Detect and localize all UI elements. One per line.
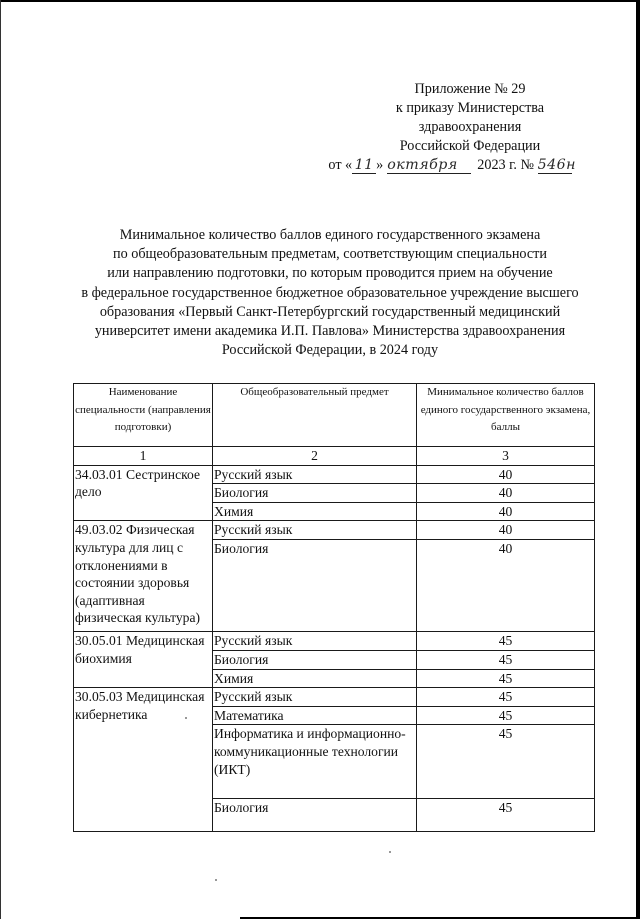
score-cell: 45 [417, 706, 595, 725]
subject-cell: Русский язык [213, 465, 417, 484]
specialty-cell: 30.05.01 Медицинская биохимия [74, 632, 213, 688]
table-row [74, 688, 595, 707]
score-cell: 40 [417, 484, 595, 503]
table-row [74, 465, 595, 484]
specialty-cell: 30.05.03 Медицинская кибернетика [74, 688, 213, 832]
title-line: Российской Федерации, в 2024 году [221, 342, 439, 359]
table-row [74, 632, 595, 651]
column-number: 1 [74, 447, 213, 466]
score-cell: 45 [417, 650, 595, 669]
score-cell: 40 [417, 465, 595, 484]
subject-cell: Химия [213, 669, 417, 688]
subject-cell: Русский язык [213, 521, 417, 540]
annex-header [330, 80, 610, 175]
header-subject: Общеобразовательный предмет [213, 384, 417, 447]
score-cell: 45 [417, 632, 595, 651]
title-line: в федеральное государственное бюджетное образовательное учреждение высшего [81, 284, 579, 301]
date-prefix: от « [328, 157, 353, 173]
scan-edge-left [0, 0, 1, 919]
column-numbers-row [74, 447, 595, 466]
subject-cell: Химия [213, 502, 417, 521]
table-row [74, 521, 595, 540]
score-cell: 45 [417, 688, 595, 707]
table-header-row [74, 384, 595, 447]
scan-speck [185, 717, 187, 719]
subject-cell: Биология [213, 799, 417, 832]
header-min-score: Минимальное количество баллов единого государственного экзамена, баллы [417, 384, 595, 447]
annex-order-ref: к приказу Министерства [395, 100, 545, 116]
handwritten-day: 11 [352, 157, 376, 174]
column-number: 3 [417, 447, 595, 466]
annex-number: Приложение № 29 [414, 81, 526, 97]
title-line: по общеобразовательным предметам, соответствующим специальности [113, 246, 547, 263]
document-title [60, 226, 600, 360]
score-cell: 40 [417, 540, 595, 632]
title-line: образования «Первый Санкт-Петербургский государственный медицинский [99, 303, 561, 320]
score-cell: 40 [417, 502, 595, 521]
score-cell: 45 [417, 799, 595, 832]
score-cell: 40 [417, 521, 595, 540]
order-date-line [310, 156, 590, 175]
scan-speck [215, 879, 217, 881]
subject-cell: Русский язык [213, 688, 417, 707]
specialty-cell: 49.03.02 Физическая культура для лиц с отклонениями в состоянии здоровья (адаптивная физическая культура) [74, 521, 213, 632]
subject-cell: Биология [213, 540, 417, 632]
annex-country: Российской Федерации [399, 138, 541, 154]
title-line: университет имени академика И.П. Павлова» Министерства здравоохранения [94, 323, 566, 340]
subject-cell: Биология [213, 650, 417, 669]
handwritten-month: октября [387, 157, 471, 174]
score-cell: 45 [417, 725, 595, 799]
annex-ministry: здравоохранения [418, 119, 522, 135]
scan-speck [389, 851, 391, 853]
title-line: или направлению подготовки, по которым проводится прием на обучение [107, 265, 553, 282]
exam-scores-table [73, 383, 595, 832]
specialty-cell: 34.03.01 Сестринское дело [74, 465, 213, 521]
scan-edge-right [636, 0, 640, 919]
handwritten-order-number: 546н [537, 157, 577, 173]
year-and-number-label: 2023 г. № [477, 157, 535, 173]
column-number: 2 [213, 447, 417, 466]
subject-cell: Русский язык [213, 632, 417, 651]
subject-cell: Математика [213, 706, 417, 725]
scan-edge-top [0, 0, 640, 2]
day-suffix: » [376, 157, 384, 173]
header-specialty: Наименование специальности (направления подготовки) [74, 384, 213, 447]
title-line: Минимальное количество баллов единого государственного экзамена [119, 227, 541, 243]
subject-cell: Информатика и информационно-коммуникационные технологии (ИКТ) [213, 725, 417, 799]
score-cell: 45 [417, 669, 595, 688]
subject-cell: Биология [213, 484, 417, 503]
